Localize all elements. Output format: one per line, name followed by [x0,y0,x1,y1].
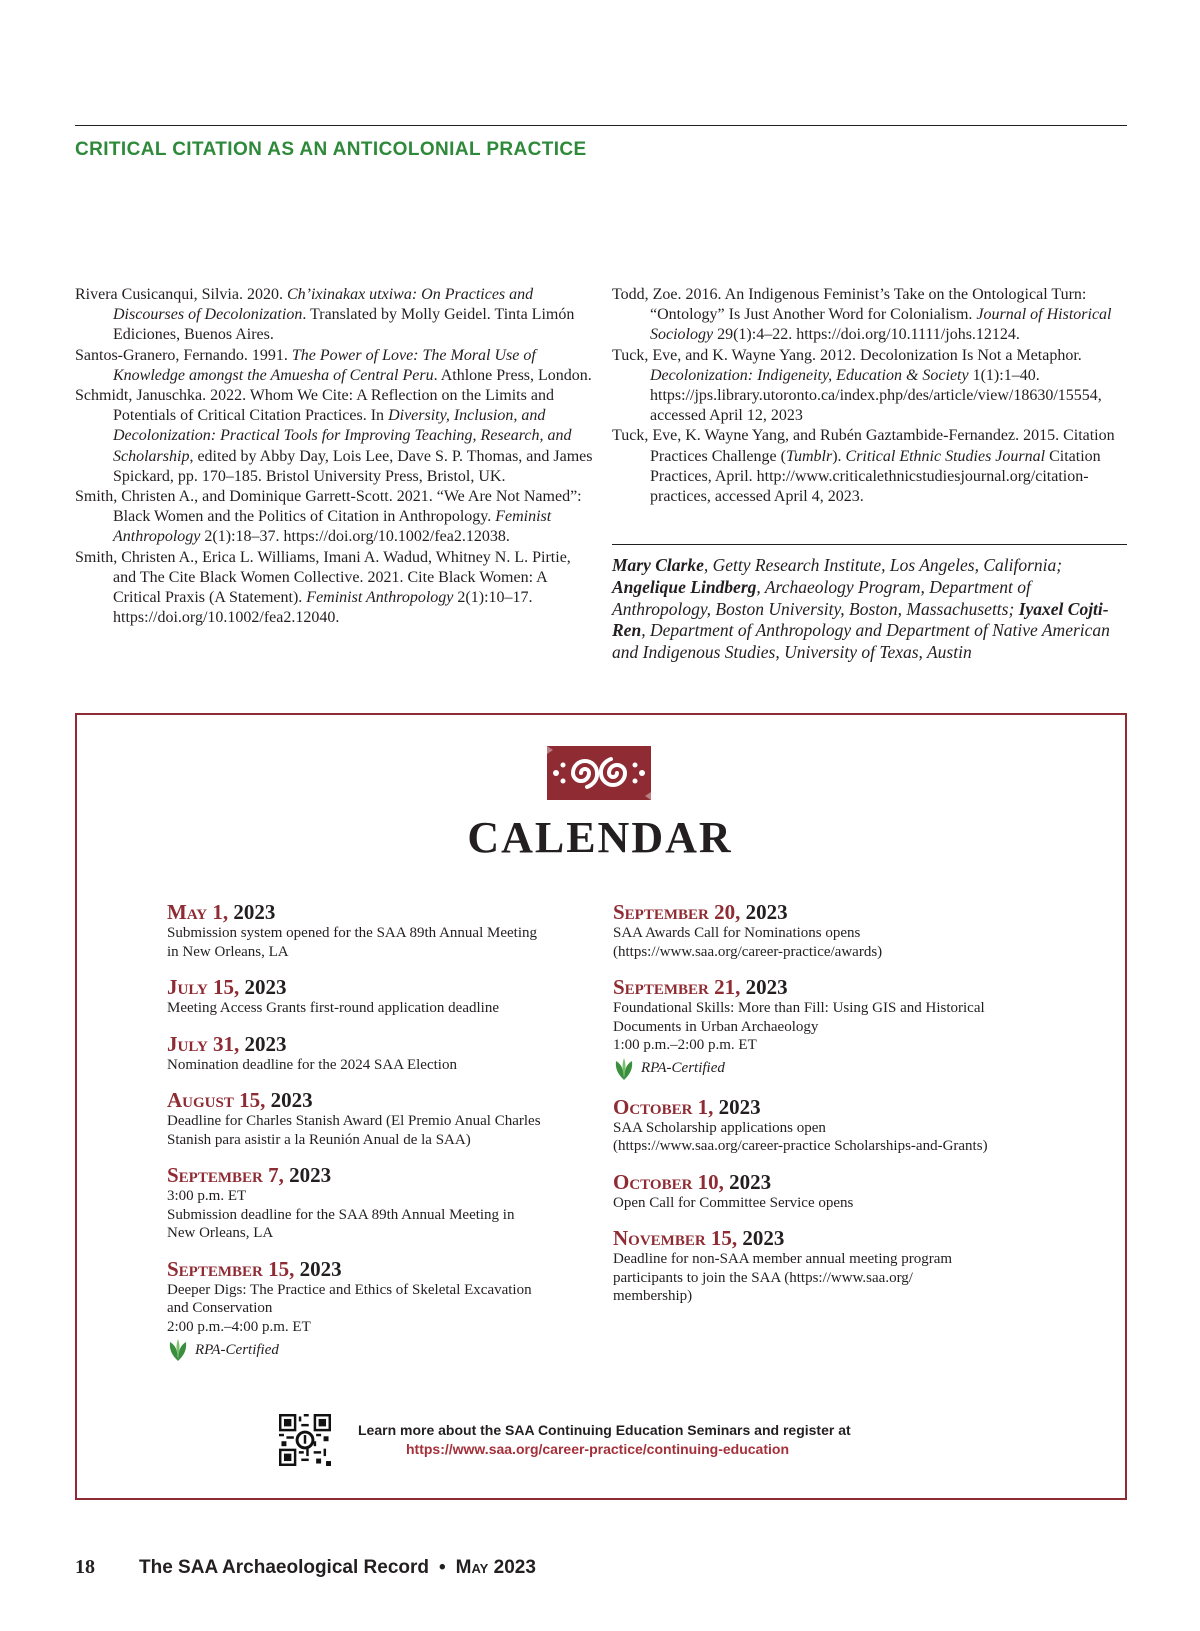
references-right-column [612,285,1128,507]
calendar-event [167,1257,607,1363]
reference-entry: Smith, Christen A., and Dominique Garrett-Scott. 2021. “We Are Not Named”: Black Women and the Politics of Citation in Anthropology. Feminist Anthropology 2(1):18–37. https://doi.org/10.1002/fea2.12038. [75,488,582,546]
event-text: Stanish para asistir a la Reunión Anual de la SAA) [167,1131,471,1148]
event-date: September 21, 2023 [613,975,788,999]
calendar-left-column [167,900,607,1376]
reference-entry: Todd, Zoe. 2016. An Indigenous Feminist’s Take on the Ontological Turn: “Ontology” Is Just Another Word for Colonialism. Journal of Historical Sociology 29(1):4–22. https://doi.org/10.1111/johs.12124. [612,286,1112,344]
event-date: October 10, 2023 [613,1169,772,1194]
event-date: October 1, 2023 [613,1094,761,1119]
rpa-leaf-icon [613,1057,635,1081]
calendar-spiral-logo-icon [547,746,651,800]
event-date: July 15, 2023 [167,975,287,999]
event-text: Nomination deadline for the 2024 SAA Election [167,1056,457,1073]
calendar-event [613,1170,1053,1213]
event-text: 2:00 p.m.–4:00 p.m. ET [167,1318,311,1335]
calendar-event [167,975,607,1018]
event-date: September 15, 2023 [167,1256,342,1281]
event-text: Deadline for non-SAA member annual meeting program [613,1251,953,1267]
author-name: Angelique Lindberg [612,576,757,597]
event-text: Deeper Digs: The Practice and Ethics of Skeletal Excavation [167,1281,532,1298]
rpa-certified-badge [167,1338,607,1362]
references-left-column [75,285,593,628]
event-text: Deadline for Charles Stanish Award (El Premio Anual Charles [167,1113,541,1129]
top-rule [75,125,1127,126]
calendar-event [613,900,1053,961]
calendar-title: CALENDAR [467,813,733,862]
event-text: (https://www.saa.org/career-practice/awards) [613,943,883,960]
calendar-event [167,900,607,961]
rpa-certified-badge [613,1057,1053,1081]
event-date: August 15, 2023 [167,1088,313,1112]
event-text: Open Call for Committee Service opens [613,1194,854,1211]
footer-separator: • [439,1557,446,1578]
event-text: membership) [613,1288,693,1304]
event-date: September 7, 2023 [167,1163,332,1187]
rpa-certified-label: RPA-Certified [195,1341,279,1358]
event-text: Submission system opened for the SAA 89th Annual Meeting [167,925,537,941]
calendar-event [167,1088,607,1149]
event-text: SAA Scholarship applications open [613,1119,826,1136]
author-name: Mary Clarke [612,555,704,575]
section-title: CRITICAL CITATION AS AN ANTICOLONIAL PRACTICE [75,139,587,160]
page-footer [75,1556,536,1579]
event-text: (https://www.saa.org/career-practice Scholarships-and-Grants) [613,1138,988,1154]
event-text: 1:00 p.m.–2:00 p.m. ET [613,1037,757,1053]
event-text: participants to join the SAA (https://www.saa.org/ [613,1269,913,1286]
author-name: Iyaxel Cojti-Ren [612,598,1109,641]
event-text: and Conservation [167,1300,273,1316]
author-affiliations: Mary Clarke, Getty Research Institute, Los Angeles, California; Angelique Lindberg, Archaeology Program, Department of Anthropology, Boston University, Boston, Massachusetts; Iyaxel Cojti-Ren, Department of Anthropology and Department of Native American and Indigenous Studies, University of Texas, Austin [612,555,1110,663]
publication-title: The SAA Archaeological Record [139,1557,429,1578]
event-text: Documents in Urban Archaeology [613,1018,819,1035]
event-text: 3:00 p.m. ET [167,1188,247,1204]
event-text: in New Orleans, LA [167,943,289,960]
event-date: May 1, 2023 [167,900,276,924]
event-text: Submission deadline for the SAA 89th Annual Meeting in [167,1206,515,1223]
reference-entry: Tuck, Eve, K. Wayne Yang, and Rubén Gaztambide-Fernandez. 2015. Citation Practices Challenge (Tumblr). Critical Ethnic Studies Journal Citation Practices, April. http://www.criticalethnicstudiesjournal.org/citation-practices, accessed April 4, 2023. [612,427,1115,506]
reference-entry: Rivera Cusicanqui, Silvia. 2020. Ch’ixinakax utxiwa: On Practices and Discourses of Decolonization. Translated by Molly Geidel. Tinta Limón Ediciones, Buenos Aires. [75,286,575,344]
continuing-education-link[interactable]: https://www.saa.org/career-practice/continuing-education [406,1441,789,1457]
reference-entry: Tuck, Eve, and K. Wayne Yang. 2012. Decolonization Is Not a Metaphor. Decolonization: Indigeneity, Education & Society 1(1):1–40. https://jps.library.utoronto.ca/index.php/des/article/view/18630/15554, accessed April 12, 2023 [612,346,1102,425]
calendar-event [167,1032,607,1075]
author-rule [612,544,1127,545]
calendar-event [613,975,1053,1081]
calendar-event [613,1095,1053,1156]
page-number: 18 [75,1556,95,1578]
reference-entry: Schmidt, Januschka. 2022. Whom We Cite: A Reflection on the Limits and Potentials of Critical Citation Practices. In Diversity, Inclusion, and Decolonization: Practical Tools for Improving Teaching, Research, and Scholarship, edited by Abby Day, Lois Lee, Dave S. P. Thomas, and James Spickard, pp. 170–185. Bristol University Press, Bristol, UK. [75,387,593,485]
event-date: July 31, 2023 [167,1031,287,1056]
continuing-education-promo [358,1421,978,1459]
reference-entry: Santos-Granero, Fernando. 1991. The Power of Love: The Moral Use of Knowledge amongst the Amuesha of Central Peru. Athlone Press, London. [75,346,592,384]
event-text: Foundational Skills: More than Fill: Using GIS and Historical [613,1000,985,1016]
event-date: September 20, 2023 [613,900,788,924]
event-date: November 15, 2023 [613,1226,785,1250]
event-text: SAA Awards Call for Nominations opens [613,925,861,941]
rpa-leaf-icon [167,1338,189,1362]
event-text: Meeting Access Grants first-round application deadline [167,1000,499,1016]
calendar-event [167,1163,607,1243]
rpa-certified-label: RPA-Certified [641,1060,725,1076]
reference-entry: Smith, Christen A., Erica L. Williams, Imani A. Wadud, Whitney N. L. Pirtie, and The Cite Black Women Collective. 2021. Cite Black Women: A Critical Praxis (A Statement). Feminist Anthropology 2(1):10–17. https://doi.org/10.1002/fea2.12040. [75,548,571,627]
calendar-right-column [613,900,1053,1320]
event-text: New Orleans, LA [167,1225,274,1241]
qr-code-icon[interactable] [279,1414,331,1466]
promo-text: Learn more about the SAA Continuing Education Seminars and register at [358,1422,851,1438]
calendar-event [613,1226,1053,1306]
issue-date: May 2023 [455,1557,536,1578]
